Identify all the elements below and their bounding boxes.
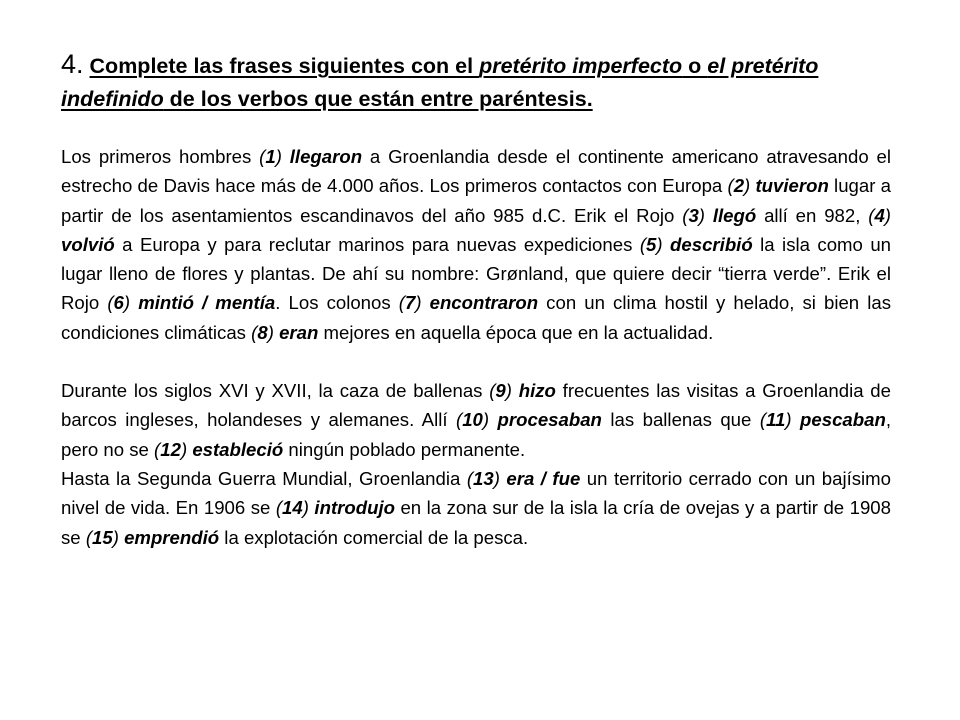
blank-number: (5) (639, 233, 663, 255)
blank-number: (14) (275, 497, 309, 519)
answer-13: era / fue (506, 467, 581, 489)
paragraph-greenland-history: Los primeros hombres (1) llegaron a Groenlandia desde el continente americano atravesando el estrecho de Davis hace más de 4.000 años. Los primeros contactos con Europa (2) tuvieron lugar a partir de los asentamientos escandinavos del año 985 d.C. Erik el Rojo (3) llegó allí en 982, (4) volvió a Europa y para reclutar marinos para nuevas expediciones (5) describió la isla como un lugar lleno de flores y plantas. De ahí su nombre: Grønland, que quiere decir “tierra verde”. Erik el Rojo (6) mintió / mentía. Los colonos (7) encontraron con un clima hostil y helado, si bien las condiciones climáticas (8) eran mejores en aquella época que en la actualidad. (61, 146, 892, 343)
blank-number: (8) (251, 321, 274, 343)
answer-7: encontraron (429, 292, 539, 314)
answer-5: describió (670, 233, 753, 255)
exercise-slide (61, 48, 891, 552)
answer-10: procesaban (497, 409, 602, 431)
paragraph-spacer (61, 347, 891, 376)
answer-3: llegó (712, 204, 757, 226)
blank-number: (12) (154, 438, 188, 460)
blank-number: (9) (489, 380, 512, 402)
answer-2: tuvieron (755, 175, 829, 197)
blank-number: (11) (759, 409, 792, 431)
blank-number: (7) (398, 292, 422, 314)
answer-14: introdujo (314, 497, 395, 519)
blank-number: (13) (466, 467, 500, 489)
answer-9: hizo (518, 380, 556, 402)
answer-6: mintió / mentía (138, 292, 276, 314)
blank-number: (1) (259, 146, 282, 167)
paragraph-twentieth-century: Hasta la Segunda Guerra Mundial, Groenlandia (13) era / fue un territorio cerrado con un bajísimo nivel de vida. En 1906 se (14) introdujo en la zona sur de la isla la cría de ovejas y a partir de 1908 se (15) emprendió la explotación comercial de la pesca. (61, 467, 892, 548)
answer-11: pescaban (800, 409, 886, 431)
answer-15: emprendió (124, 526, 220, 548)
answer-12: estableció (192, 438, 284, 460)
answer-8: eran (279, 321, 319, 343)
blank-number: (3) (682, 204, 705, 226)
blank-number: (2) (727, 175, 751, 197)
exercise-heading (61, 48, 891, 116)
blank-number: (15) (85, 526, 119, 548)
paragraph-whaling: Durante los siglos XVI y XVII, la caza de ballenas (9) hizo frecuentes las visitas a Groenlandia de barcos ingleses, holandeses y alemanes. Allí (10) procesaban las ballenas que (11) pescaban, pero no se (12) estableció ningún poblado permanente. (61, 380, 891, 460)
answer-1: llegaron (289, 146, 363, 167)
blank-number: (4) (868, 204, 891, 226)
exercise-number: 4. (61, 49, 84, 79)
answer-4: volvió (61, 233, 115, 255)
blank-number: (6) (107, 292, 131, 314)
blank-number: (10) (455, 409, 490, 431)
exercise-instruction: Complete las frases siguientes con el pretérito imperfecto o el pretérito indefinido de los verbos que están entre paréntesis. (61, 54, 819, 111)
